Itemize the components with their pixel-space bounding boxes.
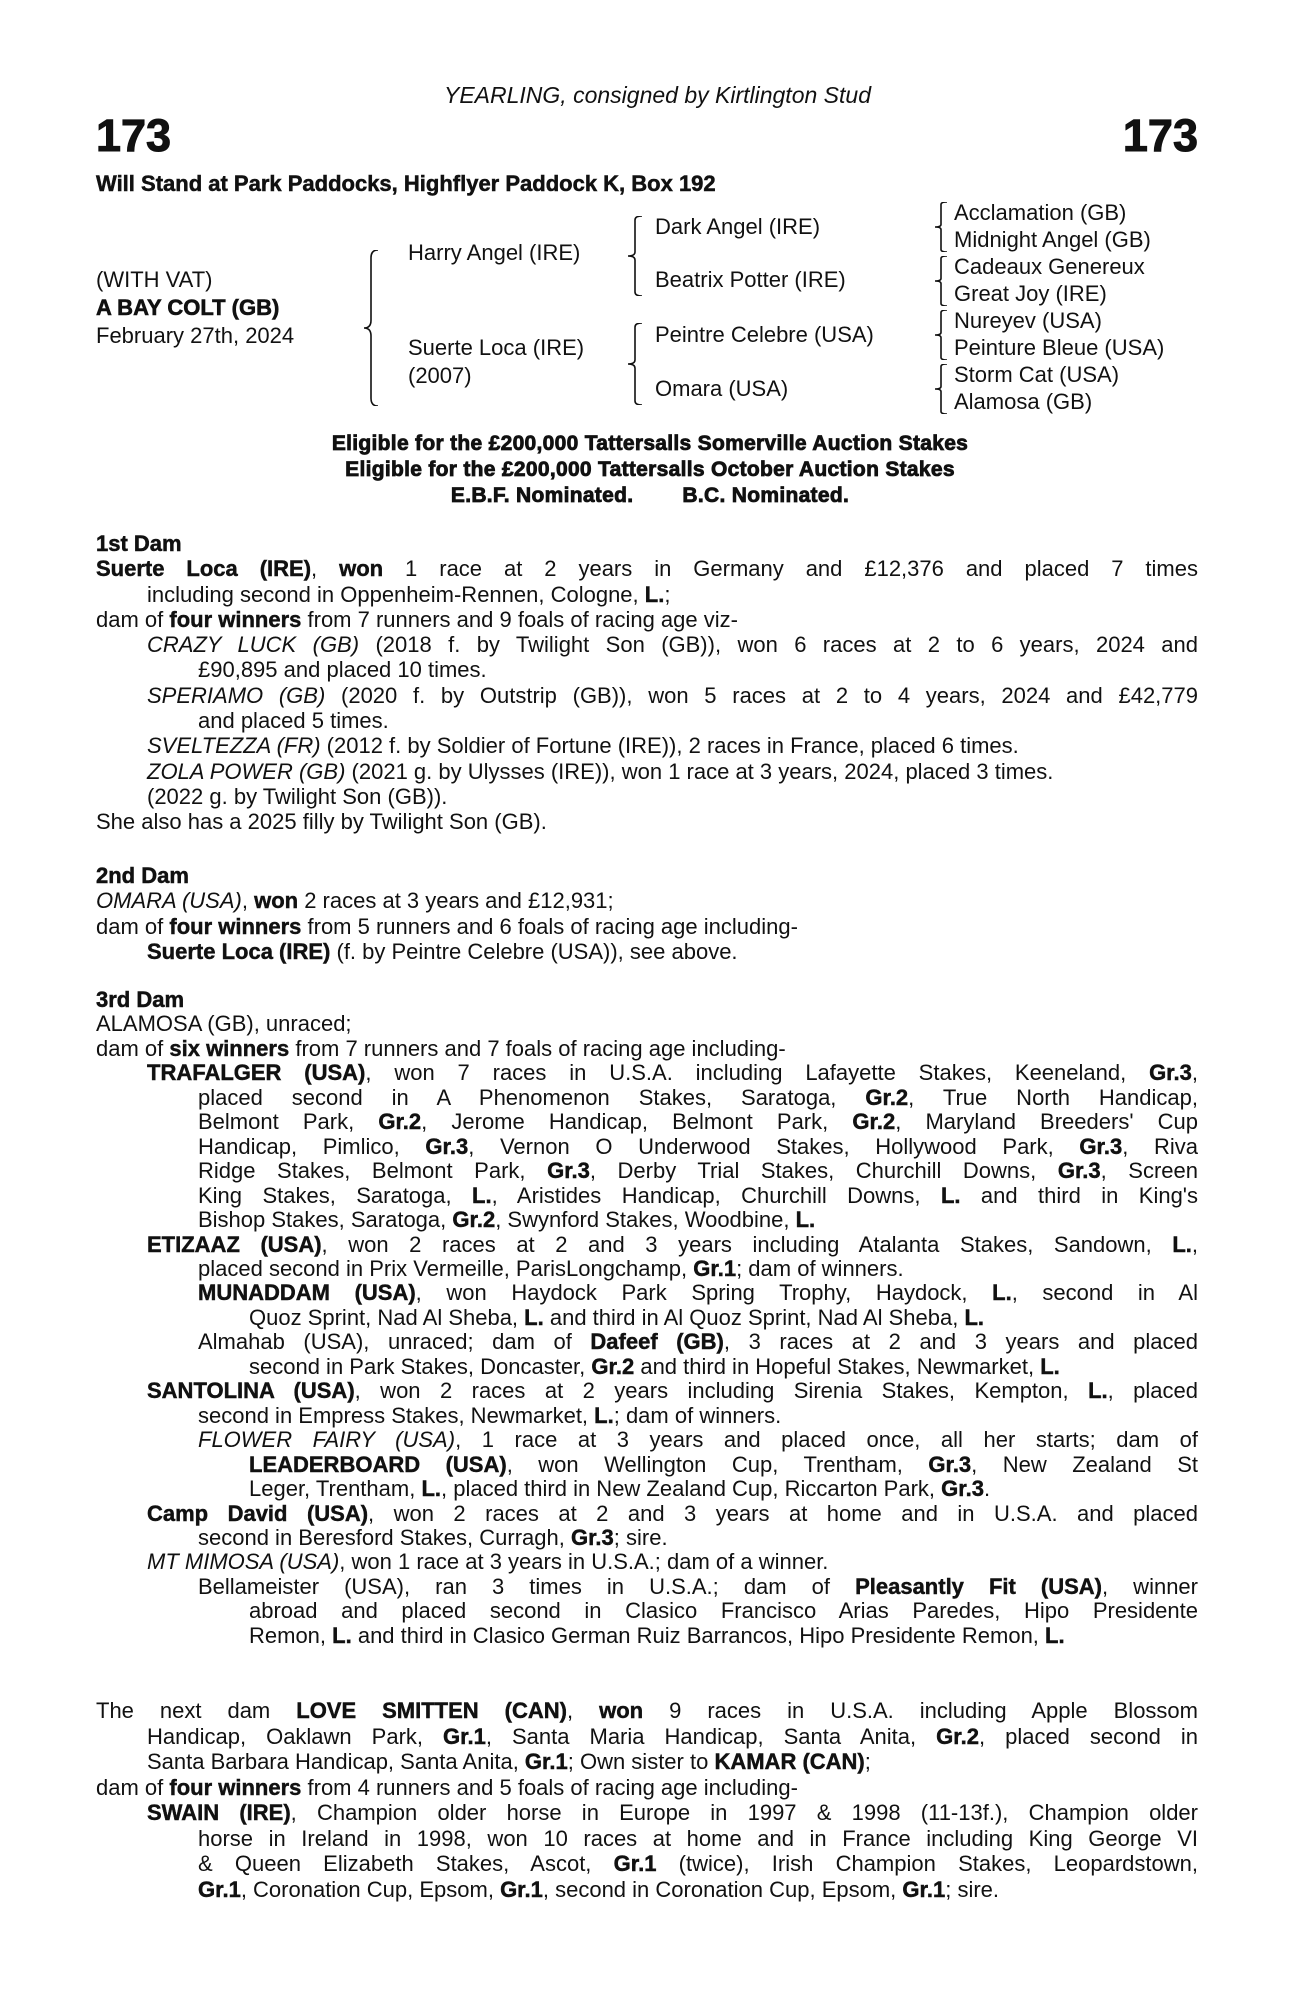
text: and third in Clasico German Ruiz Barrancos, Hipo Presidente Remon, xyxy=(351,1622,1046,1648)
pedigree-paragraph xyxy=(96,683,1198,734)
bold-text: L. xyxy=(1040,1353,1060,1379)
next-dam-section xyxy=(96,1698,1198,1902)
text: Belmont Park, xyxy=(198,1109,379,1135)
bold-text: Gr.1 xyxy=(902,1876,946,1902)
text-line xyxy=(96,1453,1198,1477)
text-line xyxy=(96,632,1198,657)
text-line xyxy=(96,914,1198,939)
bold-text: L. xyxy=(964,1304,984,1330)
text: from 7 runners and 9 foals of racing age viz- xyxy=(301,606,738,632)
bold-text: Gr.2 xyxy=(865,1084,909,1110)
bold-text: Gr.1 xyxy=(500,1876,543,1902)
text-line xyxy=(96,1724,1198,1750)
vat-note: (WITH VAT) xyxy=(96,267,213,292)
text-line xyxy=(96,657,1198,682)
great-grandparent: Cadeaux Genereux xyxy=(954,254,1145,279)
text: , won Haydock Park Spring Trophy, Haydock, xyxy=(415,1280,993,1306)
pedigree-paragraph xyxy=(96,1037,1198,1061)
text: abroad and placed second in Clasico Francisco Arias Paredes, Hipo Presidente xyxy=(249,1598,1198,1624)
bold-text: L. xyxy=(472,1182,492,1208)
text: ; dam of winners. xyxy=(736,1255,904,1281)
text: , xyxy=(1191,1231,1198,1257)
text-line xyxy=(96,759,1198,784)
pedigree-paragraph xyxy=(96,809,1198,834)
text-line xyxy=(96,1698,1198,1724)
great-grandparent: Peinture Bleue (USA) xyxy=(954,335,1165,360)
text: , Vernon O Underwood Stakes, Hollywood Park, xyxy=(468,1133,1080,1159)
bold-text: Gr.1 xyxy=(198,1876,241,1902)
text: , New Zealand St xyxy=(971,1451,1198,1477)
text: 1 race at 2 years in Germany and £12,376 and placed 7 times xyxy=(383,556,1198,582)
text: second in Park Stakes, Doncaster, xyxy=(249,1353,592,1379)
text-line xyxy=(96,1159,1198,1183)
great-grandparent: Storm Cat (USA) xyxy=(954,362,1120,387)
first-dam-section xyxy=(96,531,1198,835)
text: , Screen xyxy=(1100,1158,1199,1184)
bold-text: KAMAR (CAN) xyxy=(714,1749,865,1774)
text: , won 2 races at 2 and 3 years at home and in U.S.A. and placed xyxy=(368,1500,1199,1526)
text-line xyxy=(96,1800,1198,1826)
text: ; sire. xyxy=(945,1876,1000,1902)
pedigree-paragraph xyxy=(96,888,1198,913)
bold-text: four winners xyxy=(169,913,302,939)
text: , second in Coronation Cup, Epsom, xyxy=(542,1876,903,1902)
text: The next dam xyxy=(96,1698,297,1723)
text: and third in Al Quoz Sprint, Nad Al Sheba, xyxy=(543,1304,965,1330)
text: , Santa Maria Handicap, Santa Anita, xyxy=(485,1723,937,1749)
text: dam of xyxy=(96,913,170,939)
text-line xyxy=(96,1749,1198,1775)
bold-text: Gr.2 xyxy=(378,1109,422,1135)
text: & Queen Elizabeth Stakes, Ascot, xyxy=(198,1851,614,1876)
text-line xyxy=(96,1624,1198,1648)
bold-text: Gr.3 xyxy=(570,1524,614,1550)
text-line xyxy=(96,607,1198,632)
text-line xyxy=(96,1208,1198,1232)
text-line xyxy=(96,1281,1198,1305)
bold-text: four winners xyxy=(169,1774,302,1800)
pedigree-paragraph xyxy=(96,1233,1198,1282)
text-line xyxy=(96,1257,1198,1281)
great-grandparent: Acclamation (GB) xyxy=(954,200,1127,225)
text: , Aristides Handicap, Churchill Downs, xyxy=(491,1182,941,1208)
text: , xyxy=(567,1698,600,1723)
text-line xyxy=(96,1599,1198,1623)
bold-text: Gr.2 xyxy=(852,1109,896,1135)
great-grandparent: Nureyev (USA) xyxy=(954,308,1102,333)
text: ; Own sister to xyxy=(567,1749,715,1774)
text: ; dam of winners. xyxy=(613,1402,782,1428)
bold-text: SWAIN (IRE) xyxy=(147,1800,291,1825)
bold-text: Gr.3 xyxy=(547,1158,590,1184)
text: , placed third in New Zealand Cup, Riccarton Park, xyxy=(441,1476,942,1502)
text: and third in King's xyxy=(960,1182,1199,1208)
bold-text: L. xyxy=(1045,1622,1065,1648)
bold-text: L. xyxy=(421,1476,441,1502)
text: ; sire. xyxy=(613,1524,668,1550)
text-line xyxy=(96,1775,1198,1801)
text-line xyxy=(96,1428,1198,1452)
pedigree-paragraph xyxy=(96,1800,1198,1902)
text-line xyxy=(96,1061,1198,1085)
section-heading: 1st Dam xyxy=(96,531,182,556)
text: including second in Oppenheim-Rennen, Cologne, xyxy=(147,581,645,607)
text: (f. by Peintre Celebre (USA)), see above. xyxy=(330,938,738,964)
lot-number-left: 173 xyxy=(96,110,172,161)
bold-text: SANTOLINA (USA) xyxy=(147,1378,355,1404)
lot-number-right: 173 xyxy=(1122,110,1198,161)
bold-text: Gr.3 xyxy=(1149,1060,1192,1086)
pedigree-paragraph xyxy=(96,632,1198,683)
bold-text: TRAFALGER (USA) xyxy=(147,1060,366,1086)
bold-text: Gr.3 xyxy=(928,1451,972,1477)
pedigree-paragraph xyxy=(96,1281,1198,1330)
bold-text: Gr.2 xyxy=(936,1723,979,1749)
text: placed second in A Phenomenon Stakes, Saratoga, xyxy=(198,1084,866,1110)
italic-text: MT MIMOSA (USA) xyxy=(147,1549,340,1575)
bold-text: won xyxy=(599,1698,644,1723)
text: dam of xyxy=(96,606,170,632)
pedigree-paragraph xyxy=(96,1775,1198,1801)
text: (twice), Irish Champion Stakes, Leopardstown, xyxy=(656,1851,1198,1876)
text: from 7 runners and 7 foals of racing age including- xyxy=(289,1035,786,1061)
text-line xyxy=(96,1184,1198,1208)
italic-text: SPERIAMO (GB) xyxy=(147,682,326,708)
text: , Derby Trial Stakes, Churchill Downs, xyxy=(589,1158,1058,1184)
text-line xyxy=(96,888,1198,913)
text: , won 1 race at 3 years in U.S.A.; dam of a winner. xyxy=(339,1549,829,1575)
granddam-paternal: Beatrix Potter (IRE) xyxy=(655,267,846,292)
text-line xyxy=(96,1086,1198,1110)
bold-text: Gr.1 xyxy=(613,1851,657,1876)
text: She also has a 2025 filly by Twilight Son (GB). xyxy=(96,809,547,835)
text: second in Beresford Stakes, Curragh, xyxy=(198,1524,571,1550)
text-line xyxy=(96,1851,1198,1877)
pedigree-brace xyxy=(935,256,947,306)
text-line xyxy=(96,1037,1198,1061)
text-line xyxy=(96,939,1198,964)
bold-text: won xyxy=(254,888,299,914)
text-line xyxy=(96,1877,1198,1903)
italic-text: OMARA (USA) xyxy=(96,888,242,914)
text-line xyxy=(96,784,1198,809)
great-grandparent: Midnight Angel (GB) xyxy=(954,227,1151,252)
text-line xyxy=(96,1477,1198,1501)
pedigree-paragraph xyxy=(96,607,1198,632)
text: , Champion older horse in Europe in 1997 & 1998 (11-13f.), Champion older xyxy=(290,1800,1198,1825)
text: Remon, xyxy=(249,1622,333,1648)
bold-text: won xyxy=(339,556,384,582)
horse-name: A BAY COLT (GB) xyxy=(96,295,280,320)
great-grandparent: Alamosa (GB) xyxy=(954,389,1093,414)
text-line xyxy=(96,1135,1198,1159)
text: Santa Barbara Handicap, Santa Anita, xyxy=(147,1749,525,1774)
text-line xyxy=(96,1012,1198,1036)
bold-text: L. xyxy=(992,1280,1012,1306)
text: , Maryland Breeders' Cup xyxy=(895,1109,1199,1135)
pedigree-paragraph xyxy=(96,1379,1198,1428)
text: £90,895 and placed 10 times. xyxy=(198,657,487,683)
bold-text: Suerte Loca (IRE) xyxy=(147,938,331,964)
bold-text: Gr.2 xyxy=(591,1353,635,1379)
granddam-maternal: Omara (USA) xyxy=(655,376,789,401)
text: Handicap, Oaklawn Park, xyxy=(147,1723,444,1749)
bold-text: Dafeef (GB) xyxy=(590,1329,724,1355)
great-grandparent: Great Joy (IRE) xyxy=(954,281,1107,306)
text: (2022 g. by Twilight Son (GB)). xyxy=(147,783,448,809)
bold-text: L. xyxy=(1172,1231,1192,1257)
bold-text: Gr.1 xyxy=(443,1723,486,1749)
sire-name: Harry Angel (IRE) xyxy=(408,240,581,265)
second-dam-section xyxy=(96,863,1198,964)
bold-text: L. xyxy=(524,1304,544,1330)
text: , True North Handicap, xyxy=(908,1084,1198,1110)
text: Leger, Trentham, xyxy=(249,1476,422,1502)
pedigree-paragraph xyxy=(96,1061,1198,1232)
bold-text: Gr.1 xyxy=(693,1255,737,1281)
pedigree-paragraph xyxy=(96,556,1198,607)
text-line xyxy=(96,1355,1198,1379)
text: and third in Hopeful Stakes, Newmarket, xyxy=(634,1353,1041,1379)
text-line xyxy=(96,556,1198,581)
bold-text: L. xyxy=(594,1402,614,1428)
text-line xyxy=(96,1526,1198,1550)
bold-text: Gr.1 xyxy=(524,1749,568,1774)
bold-text: Gr.3 xyxy=(941,1476,984,1502)
pedigree-brace xyxy=(935,364,947,414)
text: Ridge Stakes, Belmont Park, xyxy=(198,1158,548,1184)
text-line xyxy=(96,1330,1198,1354)
third-dam-section xyxy=(96,988,1198,1648)
bold-text: Gr.3 xyxy=(425,1133,469,1159)
pedigree-brace xyxy=(935,310,947,360)
text: Quoz Sprint, Nad Al Sheba, xyxy=(249,1304,525,1330)
text: 9 races in U.S.A. including Apple Blossom xyxy=(643,1698,1198,1723)
grandsire-paternal: Dark Angel (IRE) xyxy=(655,214,821,239)
text: Almahab (USA), unraced; dam of xyxy=(198,1329,591,1355)
pedigree-paragraph xyxy=(96,1330,1198,1379)
text-line xyxy=(96,1575,1198,1599)
bold-text: L. xyxy=(1088,1378,1108,1404)
section-heading: 2nd Dam xyxy=(96,863,189,888)
text: Handicap, Pimlico, xyxy=(198,1133,426,1159)
text: , Riva xyxy=(1122,1133,1198,1159)
bold-text: Gr.3 xyxy=(1079,1133,1123,1159)
text: (2021 g. by Ulysses (IRE)), won 1 race at 3 years, 2024, placed 3 times. xyxy=(345,758,1054,784)
text: , winner xyxy=(1102,1573,1198,1599)
bold-text: LEADERBOARD (USA) xyxy=(249,1451,507,1477)
pedigree-brace xyxy=(628,323,642,405)
pedigree-paragraph xyxy=(96,784,1198,809)
pedigree-paragraph xyxy=(96,1550,1198,1574)
pedigree-paragraph xyxy=(96,1428,1198,1501)
text: , xyxy=(311,556,340,582)
nomination-line: E.B.F. Nominated. B.C. Nominated. xyxy=(450,484,850,507)
eligibility-line: Eligible for the £200,000 Tattersalls Somerville Auction Stakes xyxy=(331,432,969,455)
text-line xyxy=(96,1550,1198,1574)
text: , Swynford Stakes, Woodbine, xyxy=(495,1207,796,1233)
text: ; xyxy=(664,581,671,607)
text: , 3 races at 2 and 3 years and placed xyxy=(723,1329,1198,1355)
text: , placed xyxy=(1107,1378,1198,1404)
text-line xyxy=(96,1233,1198,1257)
text: from 4 runners and 5 foals of racing age including- xyxy=(301,1774,798,1800)
pedigree-paragraph xyxy=(96,1502,1198,1551)
pedigree-brace xyxy=(364,250,378,406)
italic-text: CRAZY LUCK (GB) xyxy=(147,632,360,658)
text-line xyxy=(96,1110,1198,1134)
text: (2018 f. by Twilight Son (GB)), won 6 races at 2 to 6 years, 2024 and xyxy=(359,632,1199,658)
text: , won Wellington Cup, Trentham, xyxy=(506,1451,929,1477)
text: dam of xyxy=(96,1774,170,1800)
text-line xyxy=(96,1502,1198,1526)
bold-text: six winners xyxy=(169,1035,290,1061)
bold-text: L. xyxy=(332,1622,352,1648)
text: dam of xyxy=(96,1035,170,1061)
bold-text: four winners xyxy=(169,606,302,632)
bold-text: L. xyxy=(795,1207,816,1233)
text: Bishop Stakes, Saratoga, xyxy=(198,1207,453,1233)
text: placed second in Prix Vermeille, ParisLongchamp, xyxy=(198,1255,694,1281)
pedigree-paragraph xyxy=(96,733,1198,758)
text: King Stakes, Saratoga, xyxy=(198,1182,473,1208)
italic-text: SVELTEZZA (FR) xyxy=(147,733,321,759)
text: Bellameister (USA), ran 3 times in U.S.A.; dam of xyxy=(198,1573,856,1599)
italic-text: ZOLA POWER (GB) xyxy=(147,758,346,784)
section-heading: 3rd Dam xyxy=(96,987,185,1012)
text: , Jerome Handicap, Belmont Park, xyxy=(421,1109,853,1135)
text-line xyxy=(96,733,1198,758)
bold-text: Camp David (USA) xyxy=(147,1500,369,1526)
eligibility-notes xyxy=(0,431,1300,509)
text: and placed 5 times. xyxy=(198,708,389,734)
text: , won 7 races in U.S.A. including Lafayette Stakes, Keeneland, xyxy=(365,1060,1150,1086)
text: , second in Al xyxy=(1011,1280,1198,1306)
text: , won 2 races at 2 and 3 years including Atalanta Stakes, Sandown, xyxy=(321,1231,1173,1257)
bold-text: Gr.3 xyxy=(1057,1158,1101,1184)
text: ALAMOSA (GB), unraced; xyxy=(96,1011,352,1037)
text: , xyxy=(1191,1060,1198,1086)
dam-name: Suerte Loca (IRE) xyxy=(408,335,585,360)
pedigree-brace xyxy=(628,216,642,296)
sale-category-title: YEARLING, consigned by Kirtlington Stud xyxy=(443,82,871,108)
text-line xyxy=(96,1404,1198,1428)
grandsire-maternal: Peintre Celebre (USA) xyxy=(655,322,874,347)
text-line xyxy=(96,1306,1198,1330)
stand-location: Will Stand at Park Paddocks, Highflyer Paddock K, Box 192 xyxy=(96,171,716,196)
text: , xyxy=(241,888,255,914)
text: (2012 f. by Soldier of Fortune (IRE)), 2 races in France, placed 6 times. xyxy=(320,733,1019,759)
text-line xyxy=(96,582,1198,607)
text: , placed second in xyxy=(978,1723,1199,1749)
text: . xyxy=(983,1476,991,1502)
text-line xyxy=(96,708,1198,733)
bold-text: ETIZAAZ (USA) xyxy=(147,1231,322,1257)
eligibility-line: Eligible for the £200,000 Tattersalls October Auction Stakes xyxy=(345,458,955,481)
text: horse in Ireland in 1998, won 10 races at home and in France including King George VI xyxy=(198,1825,1198,1851)
text: , 1 race at 3 years and placed once, all her starts; dam of xyxy=(455,1427,1198,1453)
text: , won 2 races at 2 years including Sirenia Stakes, Kempton, xyxy=(354,1378,1089,1404)
pedigree-paragraph xyxy=(96,914,1198,939)
bold-text: Gr.2 xyxy=(452,1207,496,1233)
bold-text: Pleasantly Fit (USA) xyxy=(855,1573,1103,1599)
text: second in Empress Stakes, Newmarket, xyxy=(198,1402,595,1428)
pedigree-paragraph xyxy=(96,1698,1198,1775)
text: , Coronation Cup, Epsom, xyxy=(240,1876,501,1902)
text: 2 races at 3 years and £12,931; xyxy=(298,888,614,914)
dam-year: (2007) xyxy=(408,363,472,388)
text: ; xyxy=(864,1749,871,1774)
bold-text: L. xyxy=(940,1182,961,1208)
bold-text: L. xyxy=(644,581,665,607)
foaling-date: February 27th, 2024 xyxy=(96,323,295,348)
pedigree-paragraph xyxy=(96,759,1198,784)
bold-text: Suerte Loca (IRE) xyxy=(96,556,312,582)
text-line xyxy=(96,1379,1198,1403)
pedigree-paragraph xyxy=(96,939,1198,964)
text-line xyxy=(96,683,1198,708)
pedigree-paragraph xyxy=(96,1012,1198,1036)
text: from 5 runners and 6 foals of racing age including- xyxy=(301,913,798,939)
text-line xyxy=(96,809,1198,834)
pedigree-brace xyxy=(935,202,947,252)
bold-text: LOVE SMITTEN (CAN) xyxy=(296,1698,567,1723)
bold-text: MUNADDAM (USA) xyxy=(198,1280,416,1306)
text-line xyxy=(96,1826,1198,1852)
pedigree-paragraph xyxy=(96,1575,1198,1648)
text: (2020 f. by Outstrip (GB)), won 5 races at 2 to 4 years, 2024 and £42,779 xyxy=(325,682,1199,708)
italic-text: FLOWER FAIRY (USA) xyxy=(198,1427,456,1453)
